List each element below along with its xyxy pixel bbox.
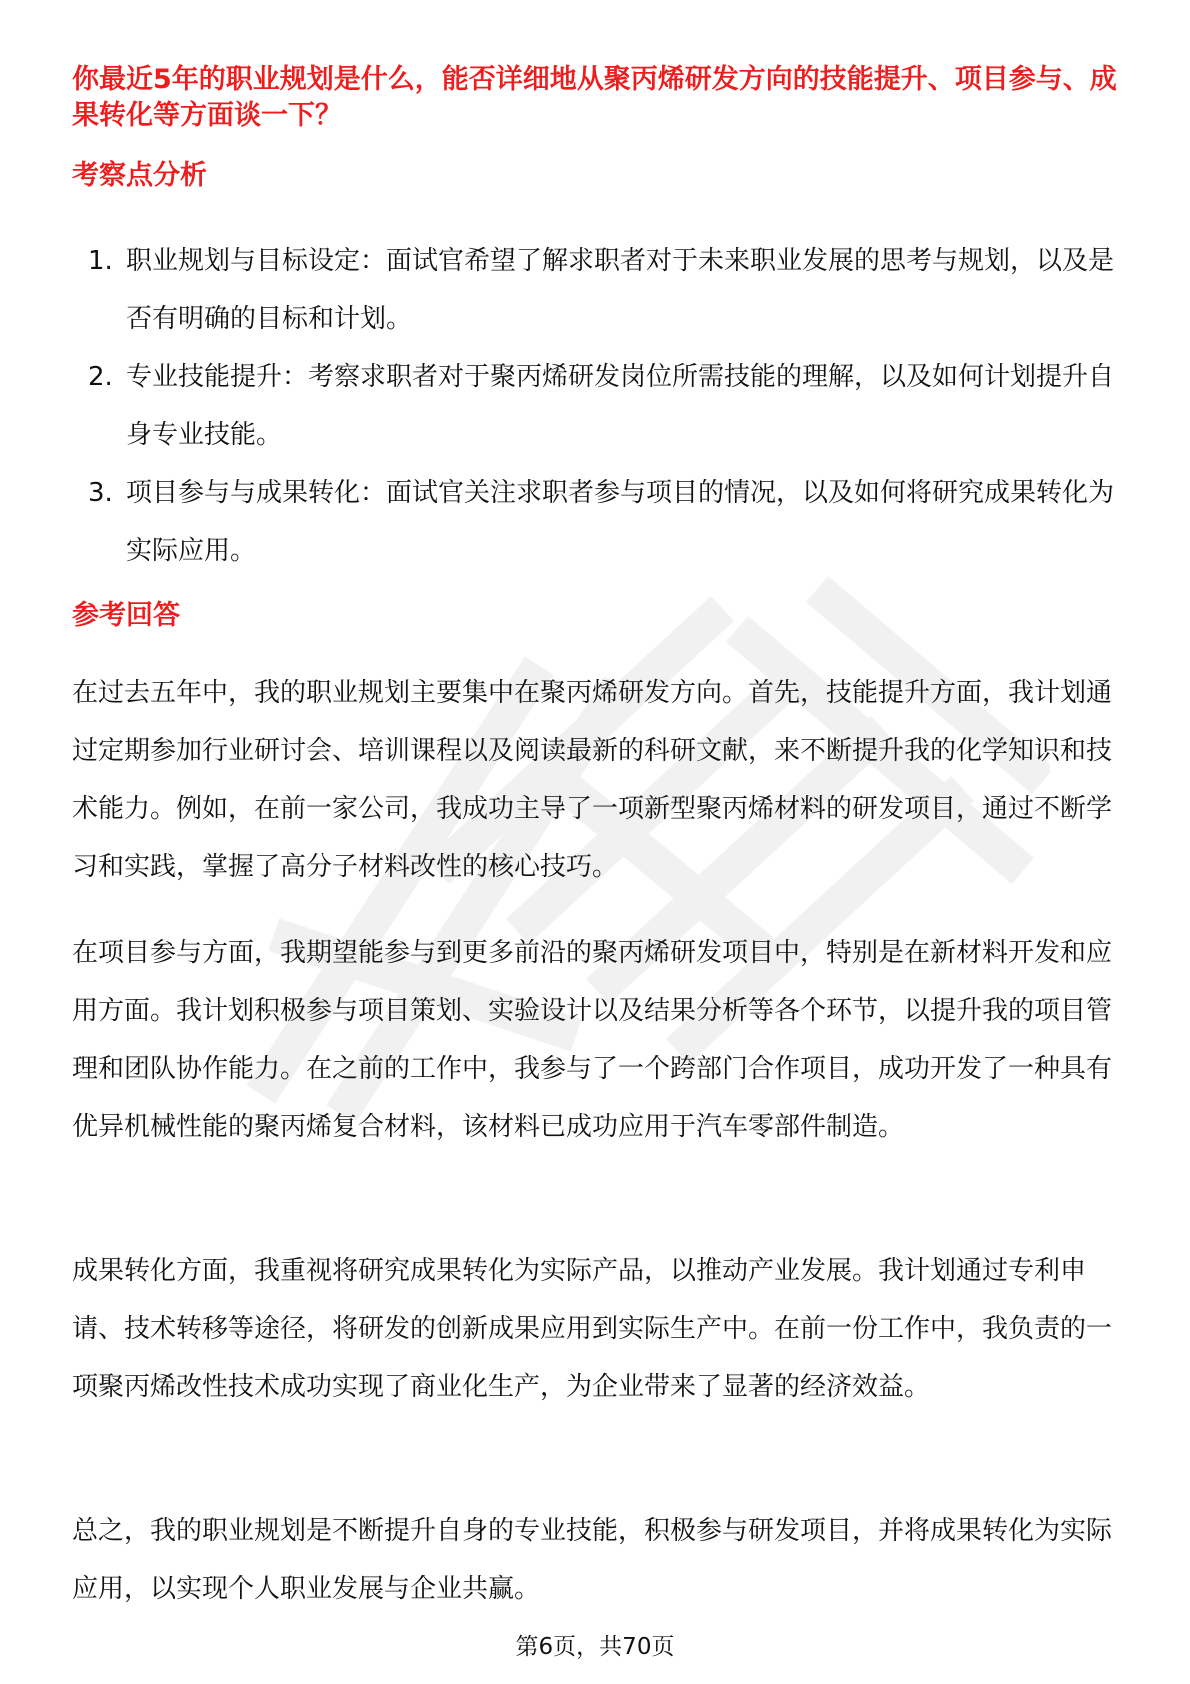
- analysis-points-list: [72, 232, 1122, 580]
- point-number: 2.: [88, 362, 113, 392]
- answer-paragraph: 在项目参与方面，我期望能参与到更多前沿的聚丙烯研发项目中，特别是在新材料开发和应用方面。我计划积极参与项目策划、实验设计以及结果分析等各个环节，以提升我的项目管理和团队协作能力。在之前的工作中，我参与了一个跨部门合作项目，成功开发了一种具有优异机械性能的聚丙烯复合材料，该材料已成功应用于汽车零部件制造。: [72, 938, 1113, 1142]
- question-title: 你最近5年的职业规划是什么，能否详细地从聚丙烯研发方向的技能提升、项目参与、成果转化等方面谈一下？: [72, 64, 1117, 131]
- analysis-heading: 考察点分析: [72, 160, 207, 191]
- answer-paragraph: 成果转化方面，我重视将研究成果转化为实际产品，以推动产业发展。我计划通过专利申请、技术转移等途径，将研发的创新成果应用到实际生产中。在前一份工作中，我负责的一项聚丙烯改性技术成功实现了商业化生产，为企业带来了显著的经济效益。: [72, 1256, 1113, 1402]
- answer-paragraph: 总之，我的职业规划是不断提升自身的专业技能，积极参与研发项目，并将成果转化为实际应用，以实现个人职业发展与企业共赢。: [72, 1516, 1113, 1604]
- point-text: 专业技能提升：考察求职者对于聚丙烯研发岗位所需技能的理解，以及如何计划提升自身专业技能。: [126, 362, 1115, 450]
- point-text: 项目参与与成果转化：面试官关注求职者参与项目的情况，以及如何将研究成果转化为实际应用。: [126, 478, 1115, 566]
- point-number: 3.: [88, 478, 113, 508]
- point-number: 1.: [88, 246, 113, 276]
- analysis-point: [72, 464, 1122, 580]
- analysis-point: [72, 232, 1122, 348]
- point-text: 职业规划与目标设定：面试官希望了解求职者对于未来职业发展的思考与规划，以及是否有明确的目标和计划。: [126, 246, 1115, 334]
- analysis-point: [72, 348, 1122, 464]
- answer-paragraph: 在过去五年中，我的职业规划主要集中在聚丙烯研发方向。首先，技能提升方面，我计划通过定期参加行业研讨会、培训课程以及阅读最新的科研文献，来不断提升我的化学知识和技术能力。例如，在前一家公司，我成功主导了一项新型聚丙烯材料的研发项目，通过不断学习和实践，掌握了高分子材料改性的核心技巧。: [72, 678, 1113, 882]
- page-number-footer: 第6页，共70页: [515, 1634, 675, 1660]
- answer-heading: 参考回答: [72, 600, 180, 631]
